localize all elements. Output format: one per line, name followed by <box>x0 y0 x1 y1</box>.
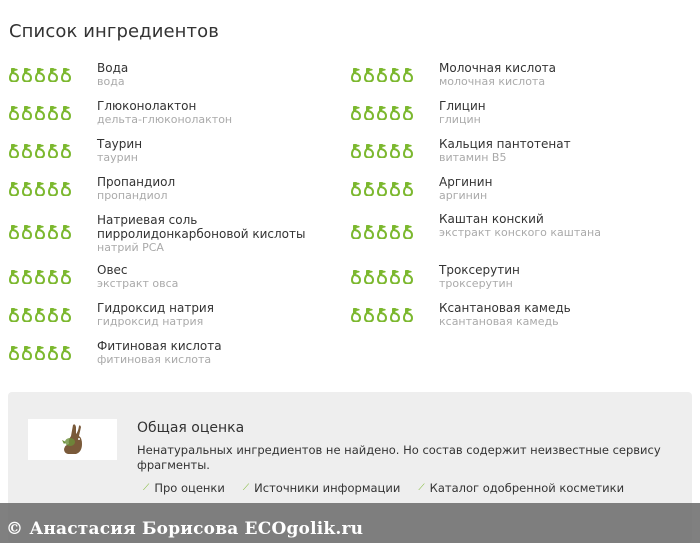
ingredient-subname: глицин <box>439 113 481 126</box>
drop-icon <box>363 225 375 244</box>
drop-icon <box>8 144 20 163</box>
ingredient-subname: вода <box>97 75 125 88</box>
ingredient-name: Гидроксид натрия <box>97 301 214 315</box>
ingredient-name: Натриевая соль пирролидонкарбоновой кислоты <box>97 213 306 241</box>
ingredient-name: Кальция пантотенат <box>439 137 571 151</box>
drop-icon <box>8 346 20 365</box>
drop-icon <box>34 106 46 125</box>
drop-icon <box>389 182 401 201</box>
rating-drops <box>8 225 72 244</box>
drop-icon <box>402 270 414 289</box>
drop-icon <box>34 144 46 163</box>
drop-icon <box>60 270 72 289</box>
drop-icon <box>21 68 33 87</box>
drop-icon <box>376 68 388 87</box>
ingredient-subname: троксерутин <box>439 277 513 290</box>
drop-icon <box>402 225 414 244</box>
drop-icon <box>60 106 72 125</box>
drop-icon <box>376 106 388 125</box>
ingredient-subname: экстракт овса <box>97 277 179 290</box>
drop-icon <box>34 270 46 289</box>
link-info-sources[interactable]: ⟋ Источники информации <box>242 481 401 495</box>
drop-icon <box>47 225 59 244</box>
rating-drops <box>350 308 414 327</box>
drop-icon <box>47 346 59 365</box>
drop-icon <box>47 106 59 125</box>
drop-icon <box>402 106 414 125</box>
drop-icon <box>402 68 414 87</box>
summary-title: Общая оценка <box>137 420 245 436</box>
chevron-right-icon: ⟋ <box>418 483 425 493</box>
drop-icon <box>47 144 59 163</box>
drop-icon <box>21 106 33 125</box>
drop-icon <box>8 225 20 244</box>
drop-icon <box>389 225 401 244</box>
drop-icon <box>34 225 46 244</box>
drop-icon <box>21 270 33 289</box>
drop-icon <box>60 346 72 365</box>
link-about-ratings[interactable]: ⟋ Про оценки <box>143 481 225 495</box>
drop-icon <box>21 308 33 327</box>
drop-icon <box>21 182 33 201</box>
ingredient-subname: ксантановая камедь <box>439 315 559 328</box>
ingredient-subname: гидроксид натрия <box>97 315 204 328</box>
drop-icon <box>363 270 375 289</box>
rating-drops <box>350 68 414 87</box>
drop-icon <box>47 308 59 327</box>
chevron-right-icon: ⟋ <box>143 483 150 493</box>
drop-icon <box>47 270 59 289</box>
ingredient-name: Глюконолактон <box>97 99 197 113</box>
drop-icon <box>389 68 401 87</box>
rabbit-logo <box>28 419 117 460</box>
ingredient-name: Аргинин <box>439 175 493 189</box>
drop-icon <box>350 68 362 87</box>
ingredient-subname: экстракт конского каштана <box>439 226 601 239</box>
rating-drops <box>8 144 72 163</box>
drop-icon <box>8 106 20 125</box>
ingredient-subname: натрий PCA <box>97 241 164 254</box>
drop-icon <box>60 182 72 201</box>
ingredient-name: Ксантановая камедь <box>439 301 571 315</box>
drop-icon <box>389 308 401 327</box>
drop-icon <box>350 270 362 289</box>
drop-icon <box>34 182 46 201</box>
drop-icon <box>21 346 33 365</box>
drop-icon <box>363 182 375 201</box>
drop-icon <box>8 270 20 289</box>
rating-drops <box>8 346 72 365</box>
ingredient-subname: молочная кислота <box>439 75 546 88</box>
drop-icon <box>376 270 388 289</box>
summary-links <box>143 481 624 495</box>
drop-icon <box>8 308 20 327</box>
link-approved-catalog[interactable]: ⟋ Каталог одобренной косметики <box>418 481 625 495</box>
ingredient-name: Фитиновая кислота <box>97 339 222 353</box>
summary-text: Ненатуральных ингредиентов не найдено. Но состав содержит неизвестные сервису фрагменты. <box>137 443 661 472</box>
rating-drops <box>350 144 414 163</box>
ingredient-name: Пропандиол <box>97 175 176 189</box>
rating-drops <box>8 182 72 201</box>
drop-icon <box>402 144 414 163</box>
ingredient-name: Овес <box>97 263 128 277</box>
drop-icon <box>350 308 362 327</box>
rating-drops <box>350 270 414 289</box>
rating-drops <box>350 225 414 244</box>
drop-icon <box>8 182 20 201</box>
page-title: Список ингредиентов <box>9 21 219 42</box>
ingredient-name: Молочная кислота <box>439 61 557 75</box>
ingredient-name: Троксерутин <box>439 263 520 277</box>
drop-icon <box>350 106 362 125</box>
drop-icon <box>34 68 46 87</box>
ingredient-name: Вода <box>97 61 129 75</box>
ingredient-subname: таурин <box>97 151 138 164</box>
rating-drops <box>8 308 72 327</box>
drop-icon <box>60 144 72 163</box>
ingredient-name: Каштан конский <box>439 212 544 226</box>
rating-drops <box>8 106 72 125</box>
rabbit-icon <box>58 422 88 458</box>
drop-icon <box>402 308 414 327</box>
ingredient-subname: фитиновая кислота <box>97 353 212 366</box>
drop-icon <box>389 106 401 125</box>
drop-icon <box>60 68 72 87</box>
drop-icon <box>34 308 46 327</box>
drop-icon <box>350 182 362 201</box>
ingredient-name: Глицин <box>439 99 486 113</box>
drop-icon <box>389 270 401 289</box>
drop-icon <box>350 225 362 244</box>
drop-icon <box>376 182 388 201</box>
ingredient-name: Таурин <box>97 137 143 151</box>
rating-drops <box>350 106 414 125</box>
rating-drops <box>8 68 72 87</box>
drop-icon <box>363 68 375 87</box>
drop-icon <box>60 225 72 244</box>
ingredient-subname: пропандиол <box>97 189 168 202</box>
drop-icon <box>34 346 46 365</box>
drop-icon <box>47 182 59 201</box>
drop-icon <box>363 106 375 125</box>
drop-icon <box>376 144 388 163</box>
drop-icon <box>363 144 375 163</box>
ingredient-subname: дельта-глюконолактон <box>97 113 233 126</box>
drop-icon <box>21 144 33 163</box>
drop-icon <box>47 68 59 87</box>
drop-icon <box>363 308 375 327</box>
drop-icon <box>402 182 414 201</box>
rating-drops <box>8 270 72 289</box>
drop-icon <box>389 144 401 163</box>
drop-icon <box>8 68 20 87</box>
drop-icon <box>60 308 72 327</box>
drop-icon <box>21 225 33 244</box>
ingredient-subname: витамин B5 <box>439 151 507 164</box>
chevron-right-icon: ⟋ <box>242 483 250 493</box>
drop-icon <box>376 225 388 244</box>
rating-drops <box>350 182 414 201</box>
copyright-watermark: © Анастасия Борисова ECOgolik.ru <box>0 503 700 543</box>
drop-icon <box>376 308 388 327</box>
drop-icon <box>350 144 362 163</box>
ingredient-subname: аргинин <box>439 189 488 202</box>
